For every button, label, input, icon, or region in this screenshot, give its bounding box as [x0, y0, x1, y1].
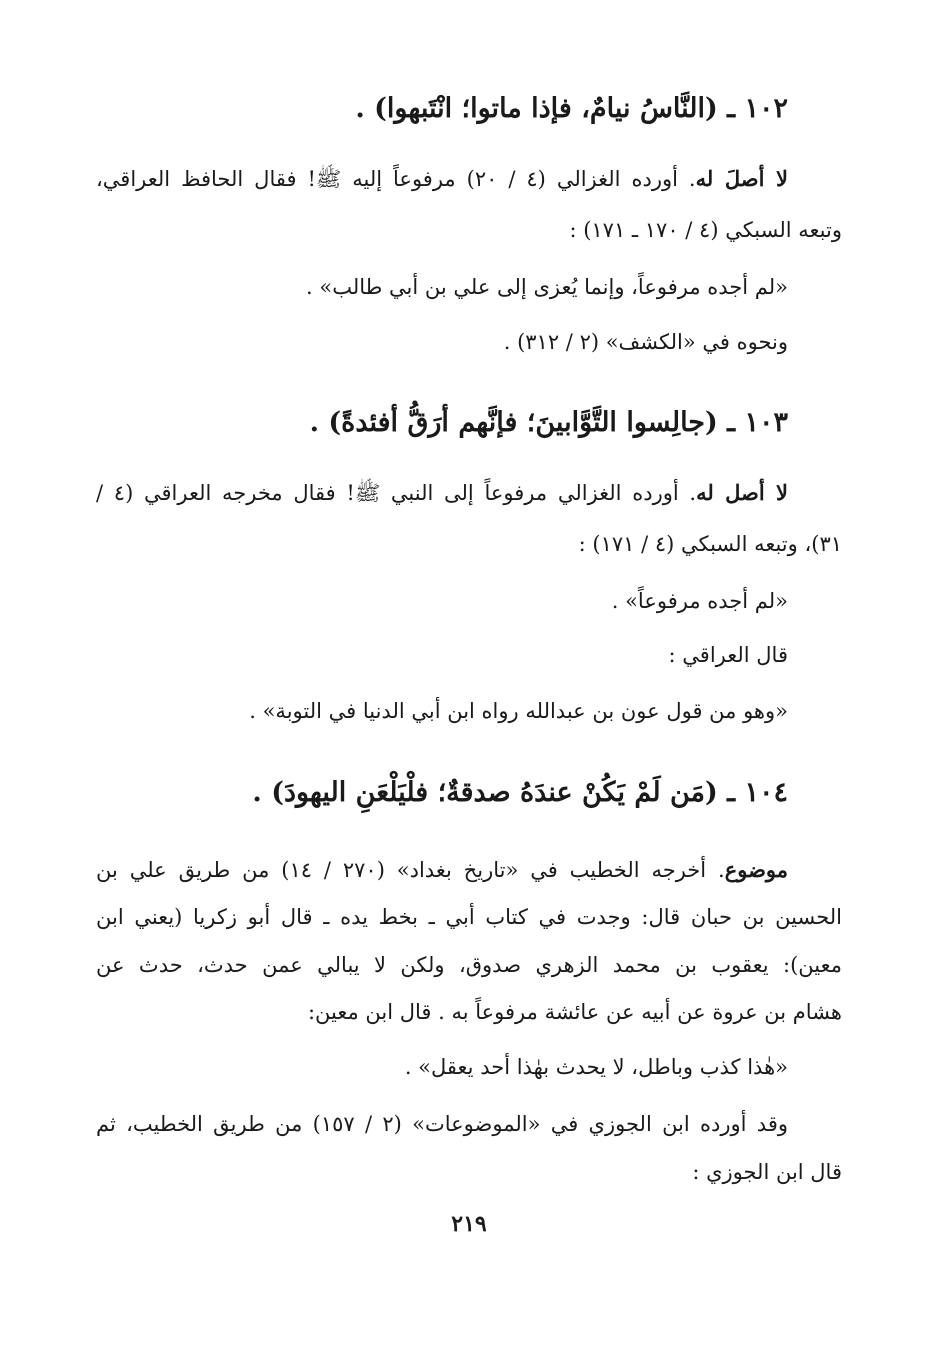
paragraph-line [96, 162, 788, 196]
verdict: لا أصلَ له [695, 166, 788, 191]
note-line: قال العراقي : [668, 643, 788, 667]
paragraph-text: . أورده الغزالي (٤ / ٢٠) مرفوعاً إليه ﷺ! فقال الحافظ العراقي، [96, 167, 696, 191]
paragraph-line [96, 476, 842, 510]
paragraph-line: ٣١)، وتبعه السبكي (٤ / ١٧١) : [578, 532, 842, 556]
entry-heading: ١٠٣ ـ (جالِسوا التَّوَّابينَ؛ فإنَّهم أرَقُّ أفئدةً) . [309, 407, 788, 438]
paragraph-line: وقد أورده ابن الجوزي في «الموضوعات» (٢ / ١٥٧) من طريق الخطيب، ثم [96, 1112, 788, 1136]
quotation: «وهو من قول عون بن عبدالله رواه ابن أبي الدنيا في التوبة» . [249, 699, 788, 723]
quotation: «لم أجده مرفوعاً» . [611, 589, 788, 613]
entry-heading: ١٠٤ ـ (مَن لَمْ يَكُنْ عندَهُ صدقةٌ؛ فلْيَلْعَنِ اليهودَ) . [252, 777, 788, 808]
paragraph-line [96, 853, 788, 887]
page-number: ٢١٩ [451, 1211, 487, 1237]
paragraph-text: . أورده الغزالي مرفوعاً إلى النبي ﷺ! فقال مخرجه العراقي (٤ / [96, 481, 697, 505]
paragraph-line: قال ابن الجوزي : [692, 1160, 842, 1184]
note-line: ونحوه في «الكشف» (٢ / ٣١٢) . [503, 330, 788, 354]
quotation: «لم أجده مرفوعاً، وإنما يُعزى إلى علي بن أبي طالب» . [306, 275, 788, 299]
paragraph-line: معين): يعقوب بن محمد الزهري صدوق، ولكن لا يبالي عمن حدث، حدث عن [96, 953, 842, 977]
paragraph-line: وتبعه السبكي (٤ / ١٧٠ ـ ١٧١) : [569, 218, 842, 242]
paragraph-line: الحسين بن حبان قال: وجدت في كتاب أبي ـ بخط يده ـ قال أبو زكريا (يعني ابن [96, 905, 842, 929]
verdict: موضوع [724, 857, 788, 882]
verdict: لا أصل له [696, 480, 788, 505]
quotation: «هٰذا كذب وباطل، لا يحدث بهٰذا أحد يعقل» . [404, 1055, 788, 1079]
paragraph-text: . أخرجه الخطيب في «تاريخ بغداد» (٢٧٠ / ١٤) من طريق علي بن [96, 858, 725, 882]
paragraph-line: هشام بن عروة عن أبيه عن عائشة مرفوعاً به . قال ابن معين: [307, 1000, 842, 1024]
entry-heading: ١٠٢ ـ (النَّاسُ نيامٌ، فإذا ماتوا؛ انْتَبهوا) . [355, 93, 788, 124]
